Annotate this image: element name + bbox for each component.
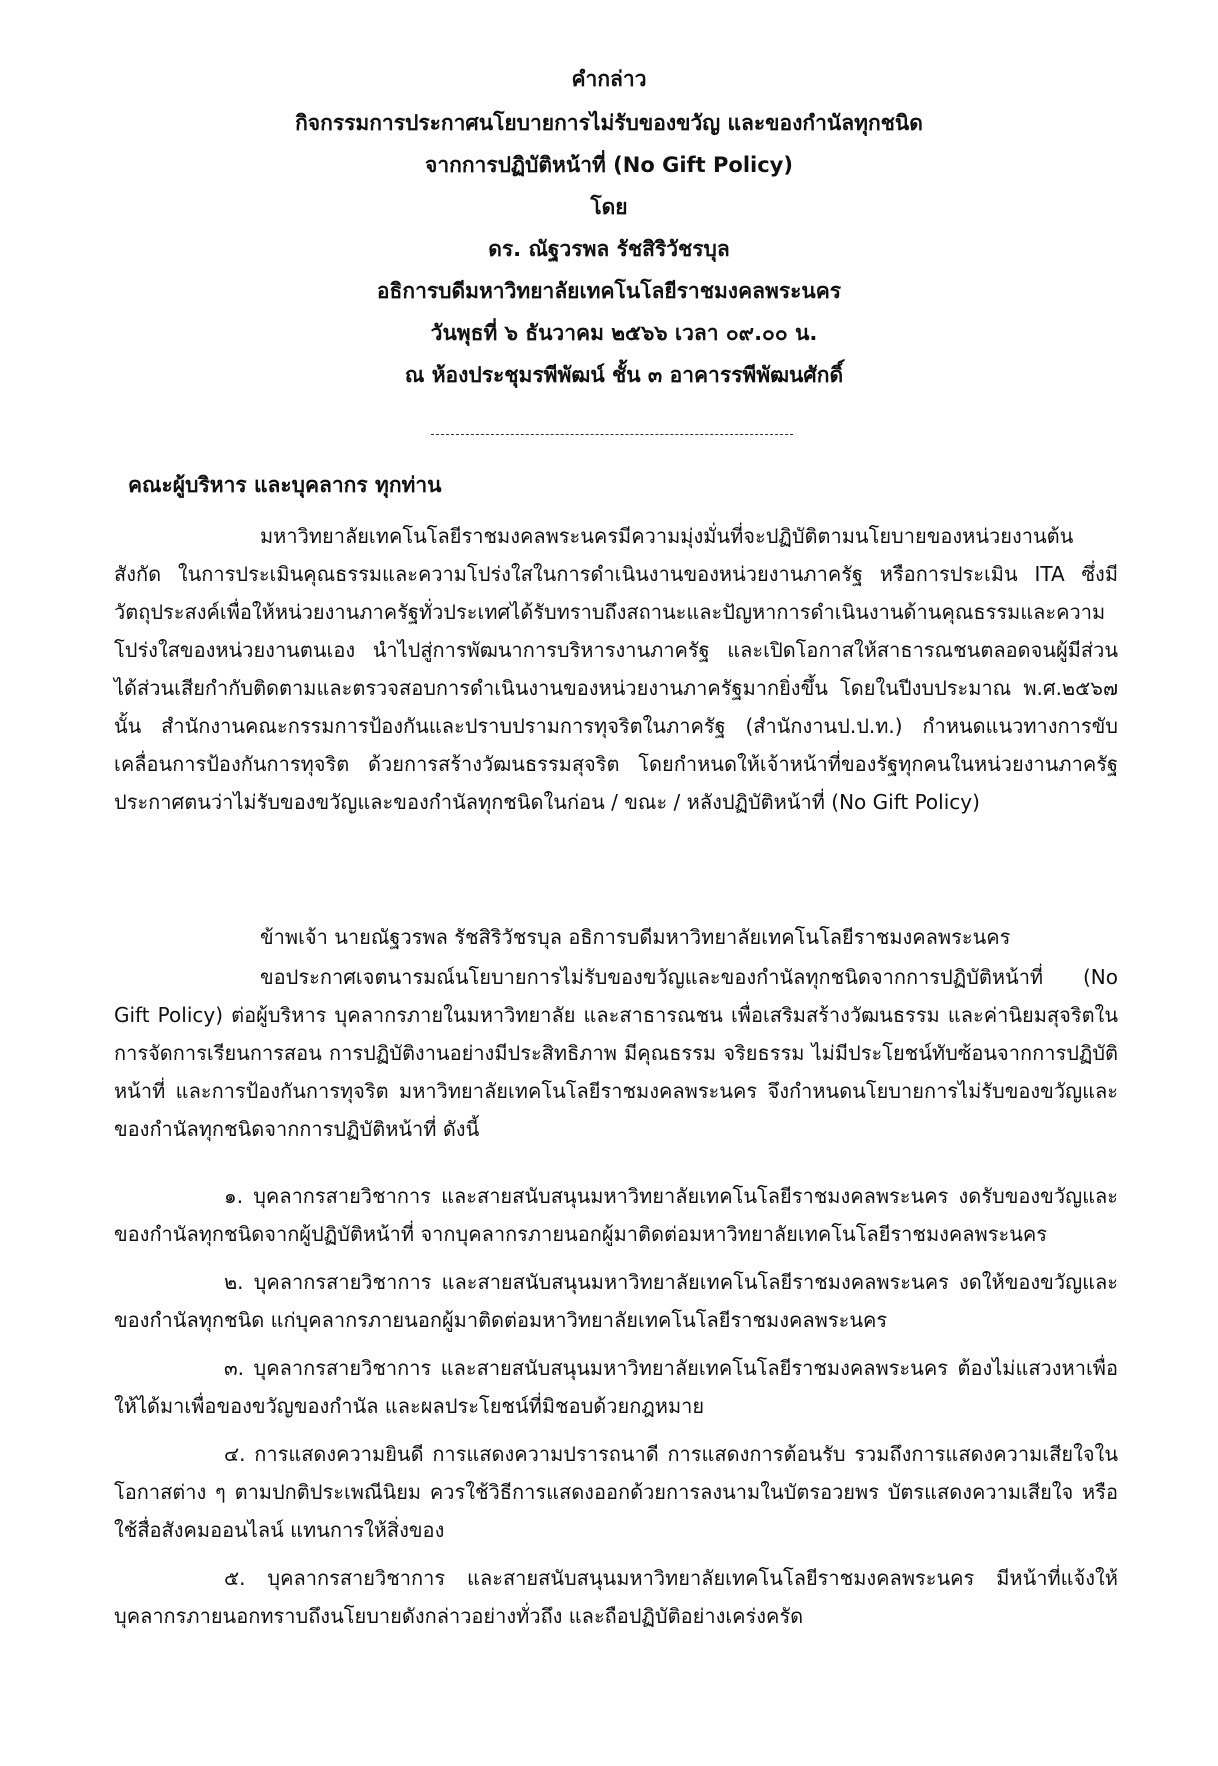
declaration-paragraph: ขอประกาศเจตนารมณ์นโยบายการไม่รับของขวัญและของกำนัลทุกชนิดจากการปฏิบัติหน้าที่ (No Gift Policy) ต่อผู้บริหาร บุคลากรภายในมหาวิทยาลัย และสาธารณชน เพื่อเสริมสร้างวัฒนธรรม และค่านิยมสุจริตในการจัดการเรียนการสอน การปฏิบัติงานอย่างมีประสิทธิภาพ มีคุณธรรม จริยธรรม ไม่มีประโยชน์ทับซ้อนจากการปฏิบัติหน้าที่ และการป้องกันการทุจริต มหาวิทยาลัยเทคโนโลยีราชมงคลพระนคร จึงกำหนดนโยบายการไม่รับของขวัญและของกำนัลทุกชนิดจากการปฏิบัติหน้าที่ ดังนี้	[114, 965, 1118, 1141]
intro-block	[114, 517, 1118, 821]
event-venue: ณ ห้องประชุมรพีพัฒน์ ชั้น ๓ อาคารรพีพัฒนศักดิ์	[404, 363, 844, 387]
speaker-position: อธิการบดีมหาวิทยาลัยเทคโนโลยีราชมงคลพระนคร	[376, 279, 842, 303]
policy-item-3: ๓. บุคลากรสายวิชาการ และสายสนับสนุนมหาวิทยาลัยเทคโนโลยีราชมงคลพระนคร ต้องไม่แสวงหาเพื่อให้ได้มาเพื่อของขวัญของกำนัล และผลประโยชน์ที่มิชอบด้วยกฎหมาย	[114, 1356, 1118, 1418]
speech-label: คำกล่าว	[571, 67, 647, 91]
event-subtitle: จากการปฏิบัติหน้าที่ (No Gift Policy)	[425, 153, 793, 177]
policy-item-1: ๑. บุคลากรสายวิชาการ และสายสนับสนุนมหาวิทยาลัยเทคโนโลยีราชมงคลพระนคร งดรับของขวัญและของกำนัลทุกชนิดจากผู้ปฏิบัติหน้าที่ จากบุคลากรภายนอกผู้มาติดต่อมหาวิทยาลัยเทคโนโลยีราชมงคลพระนคร	[114, 1184, 1118, 1246]
by-label: โดย	[590, 195, 628, 219]
self-block	[114, 918, 1118, 956]
header-separator	[431, 434, 793, 435]
policy-list	[114, 1177, 1118, 1645]
self-intro-paragraph: ข้าพเจ้า นายณัฐวรพล รัชสิริวัชรบุล อธิการบดีมหาวิทยาลัยเทคโนโลยีราชมงคลพระนคร	[260, 925, 1011, 949]
event-date-time: วันพุธที่ ๖ ธันวาคม ๒๕๖๖ เวลา ๐๙.๐๐ น.	[430, 321, 818, 345]
policy-item-4: ๔. การแสดงความยินดี การแสดงความปรารถนาดี การแสดงการต้อนรับ รวมถึงการแสดงความเสียใจในโอกาสต่าง ๆ ตามปกติประเพณีนิยม ควรใช้วิธีการแสดงออกด้วยการลงนามในบัตรอวยพร บัตรแสดงความเสียใจ หรือใช้สื่อสังคมออนไลน์ แทนการให้สิ่งของ	[114, 1442, 1118, 1542]
policy-item-2: ๒. บุคลากรสายวิชาการ และสายสนับสนุนมหาวิทยาลัยเทคโนโลยีราชมงคลพระนคร งดให้ของขวัญและของกำนัลทุกชนิด แก่บุคลากรภายนอกผู้มาติดต่อมหาวิทยาลัยเทคโนโลยีราชมงคลพระนคร	[114, 1270, 1118, 1332]
event-title: กิจกรรมการประกาศนโยบายการไม่รับของขวัญ และของกำนัลทุกชนิด	[295, 111, 923, 135]
policy-item-5: ๕. บุคลากรสายวิชาการ และสายสนับสนุนมหาวิทยาลัยเทคโนโลยีราชมงคลพระนคร มีหน้าที่แจ้งให้บุคลากรภายนอกทราบถึงนโยบายดังกล่าวอย่างทั่วถึง และถือปฏิบัติอย่างเคร่งครัด	[114, 1566, 1118, 1628]
salutation: คณะผู้บริหาร และบุคลากร ทุกท่าน	[128, 473, 442, 497]
intro-paragraph: มหาวิทยาลัยเทคโนโลยีราชมงคลพระนครมีความมุ่งมั่นที่จะปฏิบัติตามนโยบายของหน่วยงานต้นสังกัด ในการประเมินคุณธรรมและความโปร่งใสในการดำเนินงานของหน่วยงานภาครัฐ หรือการประเมิน ITA ซึ่งมีวัตถุประสงค์เพื่อให้หน่วยงานภาครัฐทั่วประเทศได้รับทราบถึงสถานะและปัญหาการดำเนินงานด้านคุณธรรมและความโปร่งใสของหน่วยงานตนเอง นำไปสู่การพัฒนาการบริหารงานภาครัฐ และเปิดโอกาสให้สาธารณชนตลอดจนผู้มีส่วนได้ส่วนเสียกำกับติดตามและตรวจสอบการดำเนินงานของหน่วยงานภาครัฐมากยิ่งขึ้น โดยในปีงบประมาณ พ.ศ.๒๕๖๗ นั้น สำนักงานคณะกรรมการป้องกันและปราบปรามการทุจริตในภาครัฐ (สำนักงานป.ป.ท.) กำหนดแนวทางการขับเคลื่อนการป้องกันการทุจริต ด้วยการสร้างวัฒนธรรมสุจริต โดยกำหนดให้เจ้าหน้าที่ของรัฐทุกคนในหน่วยงานภาครัฐ ประกาศตนว่าไม่รับของขวัญและของกำนัลทุกชนิดในก่อน / ขณะ / หลังปฏิบัติหน้าที่ (No Gift Policy)	[114, 524, 1118, 814]
declaration-block	[114, 958, 1118, 1148]
speaker-name: ดร. ณัฐวรพล รัชสิริวัชรบุล	[488, 237, 730, 261]
